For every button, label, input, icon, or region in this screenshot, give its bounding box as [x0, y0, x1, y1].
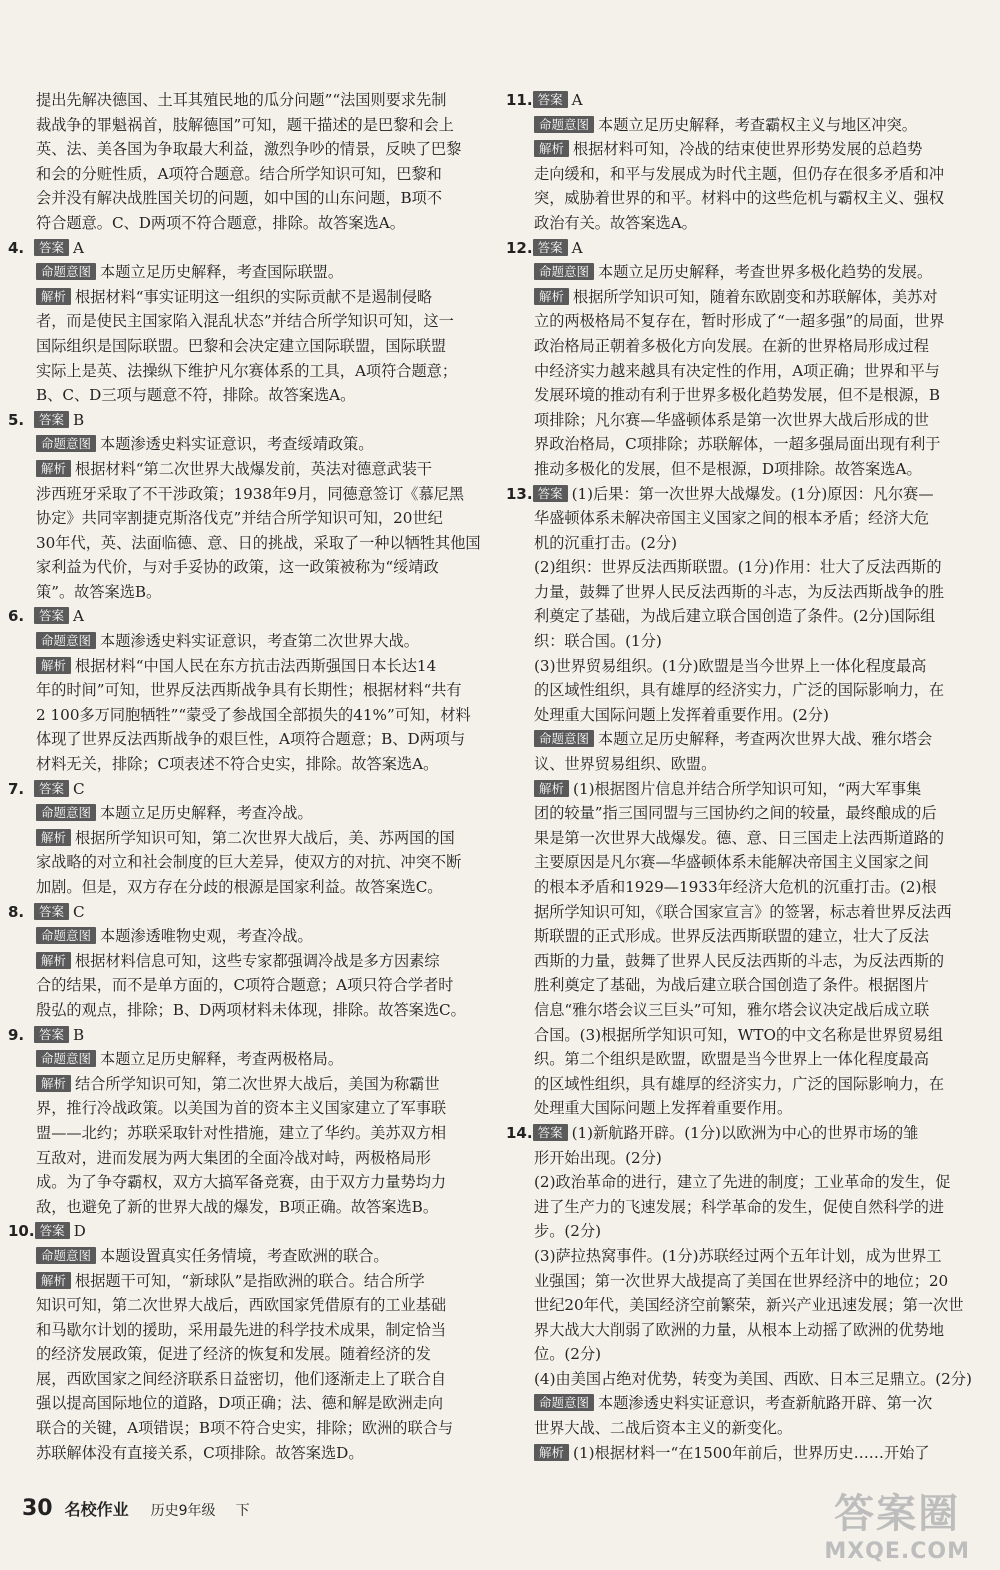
text-line [8, 580, 492, 605]
line-text: A [571, 91, 583, 109]
section-tag: 答案 [34, 239, 69, 256]
line-text: 本题设置真实任务情境，考查欧洲的联合。 [100, 1246, 389, 1265]
line-text: 本题立足历史解释，考查冷战。 [100, 804, 313, 823]
text-line [506, 531, 988, 556]
line-text: 知识可知，第二次世界大战后，西欧国家凭借原有的工业基础 [36, 1296, 447, 1315]
text-line [8, 998, 492, 1023]
text-line [8, 703, 492, 728]
line-text: C [73, 902, 85, 921]
line-text: A [73, 238, 84, 257]
text-line [8, 727, 492, 752]
question-number: 14. [506, 1123, 533, 1142]
text-line [506, 1244, 988, 1269]
text-line [506, 1416, 988, 1441]
line-text: 加剧。但是，双方存在分歧的根源是国家利益。故答案选C。 [36, 878, 443, 896]
text-line [8, 88, 492, 113]
text-line [8, 1244, 492, 1269]
line-text: 果是第一次世界大战爆发。德、意、日三国走上法西斯道路的 [534, 828, 945, 847]
text-line [8, 113, 492, 138]
line-text: 突，威胁着世界的和平。材料中的这些危机与霸权主义、强权 [534, 189, 945, 208]
line-text: 敌，也避免了新的世界大战的爆发，B项正确。故答案选B。 [36, 1197, 439, 1216]
line-text: 项排除；凡尔赛—华盛顿体系是第一次世界大战后形成的世 [534, 410, 929, 429]
text-line [8, 1416, 492, 1441]
text-line [8, 260, 492, 285]
line-text: (2)政治革命的进行，建立了先进的制度；工业革命的发生，促 [534, 1173, 951, 1192]
line-text: 实际上是英、法操纵下维护凡尔赛体系的工具，A项符合题意； [36, 361, 458, 380]
text-line [506, 703, 988, 728]
line-text: 根据材料信息可知，这些专家都强调冷战是多方因素综 [75, 951, 440, 970]
text-line [506, 1121, 988, 1146]
text-line [8, 285, 492, 310]
text-line [506, 457, 988, 482]
text-line [8, 309, 492, 334]
line-text: 本题立足历史解释，考查两次世界大战、雅尔塔会 [598, 730, 933, 749]
line-text: 会并没有解决战胜国关切的问题，如中国的山东问题，B项不 [36, 189, 443, 208]
line-text: 主要原因是凡尔赛—华盛顿体系未能解决帝国主义国家之间 [534, 853, 929, 872]
text-line [506, 1269, 988, 1294]
text-line [506, 408, 988, 433]
text-line [506, 1342, 988, 1367]
text-line [506, 973, 988, 998]
line-text: A [571, 238, 583, 257]
text-line [506, 1146, 988, 1171]
section-tag: 答案 [34, 411, 69, 428]
line-text: 处理重大国际问题上发挥着重要作用。 [534, 1099, 793, 1118]
line-text: 界大战大大削弱了欧洲的力量，从根本上动摇了欧洲的优势地 [534, 1320, 945, 1339]
line-text: 本题立足历史解释，考查国际联盟。 [100, 263, 344, 282]
line-text: 机的沉重打击。(2分) [534, 533, 678, 552]
section-tag: 命题意图 [36, 632, 96, 649]
line-text: 世界大战、二战后资本主义的新变化。 [534, 1419, 793, 1438]
question-number: 10. [8, 1222, 35, 1241]
line-text: 体现了世界反法西斯战争的艰巨性，A项符合题意；B、D两项与 [36, 730, 466, 749]
text-line [8, 1170, 492, 1195]
question-number: 11. [506, 91, 533, 109]
section-tag: 答案 [533, 1124, 568, 1141]
line-text: 的区域性组织，具有雄厚的经济实力，广泛的国际影响力，在 [534, 1074, 945, 1093]
text-line [8, 383, 492, 408]
line-text: 30年代，英、法面临德、意、日的挑战，采取了一种以牺牲其他国 [36, 533, 481, 552]
text-line [506, 678, 988, 703]
text-line [8, 973, 492, 998]
text-line [8, 1047, 492, 1072]
line-text: (3)萨拉热窝事件。(1分)苏联经过两个五年计划，成为世界工 [534, 1246, 942, 1265]
text-line [506, 1367, 988, 1392]
text-line [506, 900, 988, 925]
text-line [506, 1318, 988, 1343]
text-line [506, 629, 988, 654]
line-text: 本题渗透史料实证意识，考查绥靖政策。 [100, 435, 374, 454]
line-text: 结合所学知识可知，第二次世界大战后，美国为称霸世 [75, 1074, 440, 1093]
question-number: 7. [8, 779, 25, 798]
text-line [506, 1072, 988, 1097]
section-tag: 命题意图 [36, 804, 96, 821]
text-line [8, 654, 492, 679]
section-tag: 命题意图 [534, 116, 594, 133]
question-number: 8. [8, 902, 25, 921]
line-text: 年的时间”可知，世界反法西斯战争具有长期性；根据材料“共有 [36, 681, 462, 700]
text-line [506, 285, 988, 310]
line-text: 根据材料可知，冷战的结束使世界形势发展的总趋势 [573, 140, 923, 159]
line-text: 本题渗透唯物史观，考查冷战。 [100, 927, 313, 946]
text-line [8, 1293, 492, 1318]
line-text: 成。为了争夺霸权，双方大搞军备竞赛，由于双方力量势均力 [36, 1173, 447, 1192]
section-tag: 命题意图 [36, 435, 96, 452]
line-text: 展，西欧国家之间经济联系日益密切，他们逐渐走上了联合自 [36, 1369, 447, 1388]
text-line [506, 604, 988, 629]
watermark [824, 1482, 970, 1564]
section-tag: 答案 [34, 1026, 69, 1043]
text-line [8, 629, 492, 654]
text-line [506, 580, 988, 605]
line-text: 进了生产力的飞速发展；科学革命的发生，促使自然科学的进 [534, 1197, 945, 1216]
text-line [8, 1072, 492, 1097]
line-text: 根据题干可知，“新球队”是指欧洲的联合。结合所学 [75, 1271, 425, 1290]
line-text: 中经济实力越来越具有决定性的作用，A项正确；世界和平与 [534, 361, 940, 380]
text-line [8, 359, 492, 384]
text-line [8, 1195, 492, 1220]
text-line [8, 1219, 492, 1244]
section-tag: 命题意图 [36, 1050, 96, 1067]
text-line [8, 1121, 492, 1146]
text-line [8, 162, 492, 187]
line-text: 国际组织是国际联盟。巴黎和会决定建立国际联盟，国际联盟 [36, 336, 447, 355]
text-line [8, 875, 492, 900]
section-tag: 答案 [533, 485, 568, 502]
line-text: B [73, 410, 85, 429]
text-line [506, 801, 988, 826]
text-line [506, 654, 988, 679]
text-line [8, 924, 492, 949]
line-text: A [73, 607, 84, 626]
text-line [506, 924, 988, 949]
section-tag: 解析 [534, 288, 569, 305]
line-text: 业强国；第一次世界大战提高了美国在世界经济中的地位；20 [534, 1271, 949, 1290]
text-line [506, 727, 988, 752]
line-text: 华盛顿体系未解决帝国主义国家之间的根本矛盾；经济大危 [534, 509, 929, 528]
line-text: 处理重大国际问题上发挥着重要作用。(2分) [534, 705, 829, 724]
text-line [8, 826, 492, 851]
line-text: B、C、D三项与题意不符，排除。故答案选A。 [36, 386, 356, 405]
text-line [506, 260, 988, 285]
line-text: (1)根据图片信息并结合所学知识可知，“两大军事集 [573, 779, 922, 798]
text-line [506, 162, 988, 187]
text-line [8, 1146, 492, 1171]
line-text: 盟——北约；苏联采取针对性措施，建立了华约。美苏双方相 [36, 1123, 447, 1142]
line-text: 织。第二个组织是欧盟，欧盟是当今世界上一体化程度最高 [534, 1050, 929, 1069]
section-tag: 命题意图 [36, 1247, 96, 1264]
text-line [506, 506, 988, 531]
line-text: 根据所学知识可知，随着东欧剧变和苏联解体，美苏对 [573, 287, 938, 306]
left-column [8, 88, 492, 1465]
text-line [506, 334, 988, 359]
line-text: C [73, 779, 85, 798]
text-line [8, 850, 492, 875]
line-text: 政治格局正朝着多极化方向发展。在新的世界格局形成过程 [534, 336, 929, 355]
line-text: 本题立足历史解释，考查霸权主义与地区冲突。 [598, 115, 917, 134]
text-line [506, 752, 988, 777]
text-line [8, 531, 492, 556]
section-tag: 解析 [36, 460, 71, 477]
section-tag: 命题意图 [534, 730, 594, 747]
line-text: 织：联合国。(1分) [534, 632, 662, 651]
line-text: D [73, 1222, 86, 1241]
text-line [8, 1441, 492, 1466]
book-title: 名校作业 [64, 1500, 129, 1519]
question-number: 9. [8, 1025, 25, 1044]
section-tag: 解析 [534, 1444, 569, 1461]
section-tag: 命题意图 [534, 1394, 594, 1411]
line-text: (4)由美国占绝对优势，转变为美国、西欧、日本三足鼎立。(2分) [534, 1369, 972, 1388]
line-text: 涉西班牙采取了不干涉政策；1938年9月，同德意签订《慕尼黑 [36, 484, 465, 503]
line-text: 材料无关，排除；C项表述不符合史实，排除。故答案选A。 [36, 755, 439, 774]
page-footer [22, 1496, 250, 1521]
line-text: 胜利奠定了基础，为战后建立联合国创造了条件。根据图片 [534, 976, 929, 995]
watermark-url: MXQE.COM [824, 1539, 970, 1564]
line-text: 的根本矛盾和1929—1933年经济大危机的沉重打击。(2)根 [534, 878, 937, 896]
text-line [8, 334, 492, 359]
text-line [506, 998, 988, 1023]
text-line [506, 1023, 988, 1048]
line-text: 信息“雅尔塔会议三巨头”可知，雅尔塔会议决定战后成立联 [534, 1000, 930, 1019]
line-text: 协定》共同宰割捷克斯洛伐克”并结合所学知识可知，20世纪 [36, 509, 443, 528]
section-tag: 解析 [36, 288, 71, 305]
text-line [8, 1023, 492, 1048]
text-line [8, 1318, 492, 1343]
line-text: 形开始出现。(2分) [534, 1148, 662, 1167]
section-tag: 答案 [34, 780, 69, 797]
line-text: (2)组织：世界反法西斯联盟。(1分)作用：壮大了反法西斯的 [534, 558, 942, 577]
text-line [8, 506, 492, 531]
text-line [8, 1342, 492, 1367]
text-line [506, 826, 988, 851]
line-text: 本题立足历史解释，考查世界多极化趋势的发展。 [598, 263, 933, 282]
text-line [506, 1441, 988, 1466]
line-text: 苏联解体没有直接关系，C项排除。故答案选D。 [36, 1443, 364, 1462]
text-line [506, 137, 988, 162]
section-tag: 解析 [36, 657, 71, 674]
line-text: 政治有关。故答案选A。 [534, 213, 697, 232]
section-tag: 解析 [36, 1272, 71, 1289]
section-tag: 答案 [35, 1222, 70, 1239]
line-text: 界政治格局，C项排除；苏联解体，一超多强局面出现有利于 [534, 435, 941, 454]
line-text: 联合的关键，A项错误；B项不符合史实，排除；欧洲的联合与 [36, 1419, 454, 1438]
text-line [8, 678, 492, 703]
line-text: 本题渗透史料实证意识，考查新航路开辟、第一次 [598, 1394, 933, 1413]
text-line [8, 949, 492, 974]
line-text: 团的较量”指三国同盟与三国协约之间的较量，最终酿成的后 [534, 804, 937, 823]
line-text: 符合题意。C、D两项不符合题意，排除。故答案选A。 [36, 213, 405, 232]
text-line [506, 113, 988, 138]
line-text: 推动多极化的发展，但不是根源，D项排除。故答案选A。 [534, 459, 922, 478]
text-line [506, 1047, 988, 1072]
page-number: 30 [22, 1496, 53, 1521]
line-text: (1)根据材料一“在1500年前后，世界历史……开始了 [573, 1443, 930, 1462]
line-text: 根据材料“事实证明这一组织的实际贡献不是遏制侵略 [75, 287, 433, 306]
line-text: 位。(2分) [534, 1345, 602, 1364]
line-text: 合国。(3)根据所学知识可知，WTO的中文名称是世界贸易组 [534, 1025, 944, 1044]
text-line [506, 432, 988, 457]
text-line [8, 1391, 492, 1416]
line-text: 西斯的力量，鼓舞了世界人民反法西斯的斗志，为反法西斯的 [534, 951, 945, 970]
line-text: 家利益为代价，与对手妥协的政策，这一政策被称为“绥靖政 [36, 558, 439, 577]
section-tag: 答案 [34, 903, 69, 920]
text-line [506, 186, 988, 211]
line-text: 家战略的对立和社会制度的巨大差异，使双方的对抗、冲突不断 [36, 853, 462, 872]
text-line [506, 1170, 988, 1195]
line-text: 根据材料“第二次世界大战爆发前，英法对德意武装干 [75, 459, 433, 478]
line-text: 裁战争的罪魁祸首，肢解德国”可知，题干描述的是巴黎和会上 [36, 115, 454, 134]
text-line [506, 482, 988, 507]
text-line [506, 1391, 988, 1416]
text-line [8, 482, 492, 507]
section-tag: 解析 [36, 1075, 71, 1092]
text-line [8, 457, 492, 482]
question-number: 6. [8, 607, 25, 626]
text-line [506, 949, 988, 974]
section-tag: 解析 [36, 952, 71, 969]
text-line [8, 186, 492, 211]
line-text: 和马歇尔计划的援助，采用最先进的科学技术成果，制定恰当 [36, 1320, 447, 1339]
text-line [8, 752, 492, 777]
line-text: 策”。故答案选B。 [36, 582, 162, 601]
line-text: (3)世界贸易组织。(1分)欧盟是当今世界上一体化程度最高 [534, 656, 927, 675]
subject-label: 历史9年级 [150, 1503, 216, 1519]
line-text: 界，推行冷战政策。以美国为首的资本主义国家建立了军事联 [36, 1099, 447, 1118]
section-tag: 命题意图 [534, 263, 594, 280]
line-text: 发展环境的推动有利于世界多极化趋势发展，但不是根源，B [534, 386, 941, 405]
section-tag: 解析 [36, 829, 71, 846]
term-label: 下 [235, 1503, 250, 1519]
line-text: 立的两极格局不复存在，暂时形成了“一超多强”的局面，世界 [534, 312, 945, 331]
text-line [506, 777, 988, 802]
line-text: B [73, 1025, 85, 1044]
line-text: 步。(2分) [534, 1222, 602, 1241]
question-number: 13. [506, 484, 533, 503]
text-line [506, 236, 988, 261]
text-line [8, 236, 492, 261]
section-tag: 命题意图 [36, 927, 96, 944]
text-line [506, 383, 988, 408]
text-line [506, 359, 988, 384]
line-text: (1)后果：第一次世界大战爆发。(1分)原因：凡尔赛— [571, 484, 934, 503]
line-text: 据所学知识可知，《联合国家宣言》的签署，标志着世界反法西 [534, 902, 952, 921]
watermark-logo: 答案圈 [834, 1491, 961, 1537]
line-text: 提出先解决德国、土耳其殖民地的瓜分问题”“法国则要求先制 [36, 91, 447, 109]
text-line [506, 1219, 988, 1244]
line-text: 根据材料“中国人民在东方抗击法西斯强国日本长达14 [75, 656, 437, 675]
text-line [506, 309, 988, 334]
line-text: 斯联盟的正式形成。世界反法西斯联盟的建立，壮大了反法 [534, 927, 929, 946]
section-tag: 命题意图 [36, 263, 96, 280]
text-line [506, 1096, 988, 1121]
line-text: 互敌对，进而发展为两大集团的全面冷战对峙，两极格局形 [36, 1148, 431, 1167]
line-text: 英、法、美各国为争取最大利益，激烈争吵的情景，反映了巴黎 [36, 140, 462, 159]
question-number: 12. [506, 238, 533, 257]
line-text: 利奠定了基础，为战后建立联合国创造了条件。(2分)国际组 [534, 607, 936, 626]
line-text: 本题渗透史料实证意识，考查第二次世界大战。 [100, 632, 419, 651]
question-number: 5. [8, 410, 25, 429]
line-text: (1)新航路开辟。(1分)以欧洲为中心的世界市场的雏 [571, 1123, 919, 1142]
line-text: 走向缓和，和平与发展成为时代主题，但仍存在很多矛盾和冲 [534, 164, 945, 183]
text-line [8, 408, 492, 433]
right-column [506, 88, 988, 1465]
section-tag: 解析 [534, 140, 569, 157]
text-line [506, 1293, 988, 1318]
text-line [8, 1096, 492, 1121]
section-tag: 答案 [533, 239, 568, 256]
text-line [8, 604, 492, 629]
line-text: 者，而是使民主国家陷入混乱状态”并结合所学知识可知，这一 [36, 312, 454, 331]
section-tag: 答案 [34, 607, 69, 624]
text-line [8, 137, 492, 162]
line-text: 强以提高国际地位的道路，D项正确；法、德和解是欧洲走向 [36, 1394, 444, 1413]
text-line [8, 777, 492, 802]
line-text: 本题立足历史解释，考查两极格局。 [100, 1050, 344, 1069]
text-line [506, 850, 988, 875]
text-line [506, 88, 988, 113]
line-text: 的区域性组织，具有雄厚的经济实力，广泛的国际影响力，在 [534, 681, 945, 700]
text-line [506, 555, 988, 580]
section-tag: 解析 [534, 780, 569, 797]
line-text: 和会的分赃性质，A项符合题意。结合所学知识可知，巴黎和 [36, 164, 442, 183]
text-line [506, 211, 988, 236]
line-text: 根据所学知识可知，第二次世界大战后，美、苏两国的国 [75, 828, 455, 847]
question-number: 4. [8, 238, 25, 257]
text-line [8, 801, 492, 826]
text-line [8, 1367, 492, 1392]
line-text: 世纪20年代，美国经济空前繁荣，新兴产业迅速发展；第一次世 [534, 1296, 964, 1315]
text-line [8, 555, 492, 580]
text-line [8, 1269, 492, 1294]
text-line [8, 432, 492, 457]
text-line [8, 211, 492, 236]
line-text: 的经济发展政策，促进了经济的恢复和发展。随着经济的发 [36, 1345, 431, 1364]
text-line [506, 1195, 988, 1220]
section-tag: 答案 [533, 91, 568, 108]
line-text: 议、世界贸易组织、欧盟。 [534, 755, 717, 774]
line-text: 殷弘的观点，排除；B、D两项材料未体现，排除。故答案选C。 [36, 1000, 466, 1019]
line-text: 2 100多万同胞牺牲”“蒙受了参战国全部损失的41%”可知，材料 [36, 705, 471, 724]
line-text: 合的结果，而不是单方面的，C项符合题意；A项只符合学者时 [36, 976, 454, 995]
text-line [8, 900, 492, 925]
line-text: 力量，鼓舞了世界人民反法西斯的斗志，为反法西斯战争的胜 [534, 582, 945, 601]
text-line [506, 875, 988, 900]
